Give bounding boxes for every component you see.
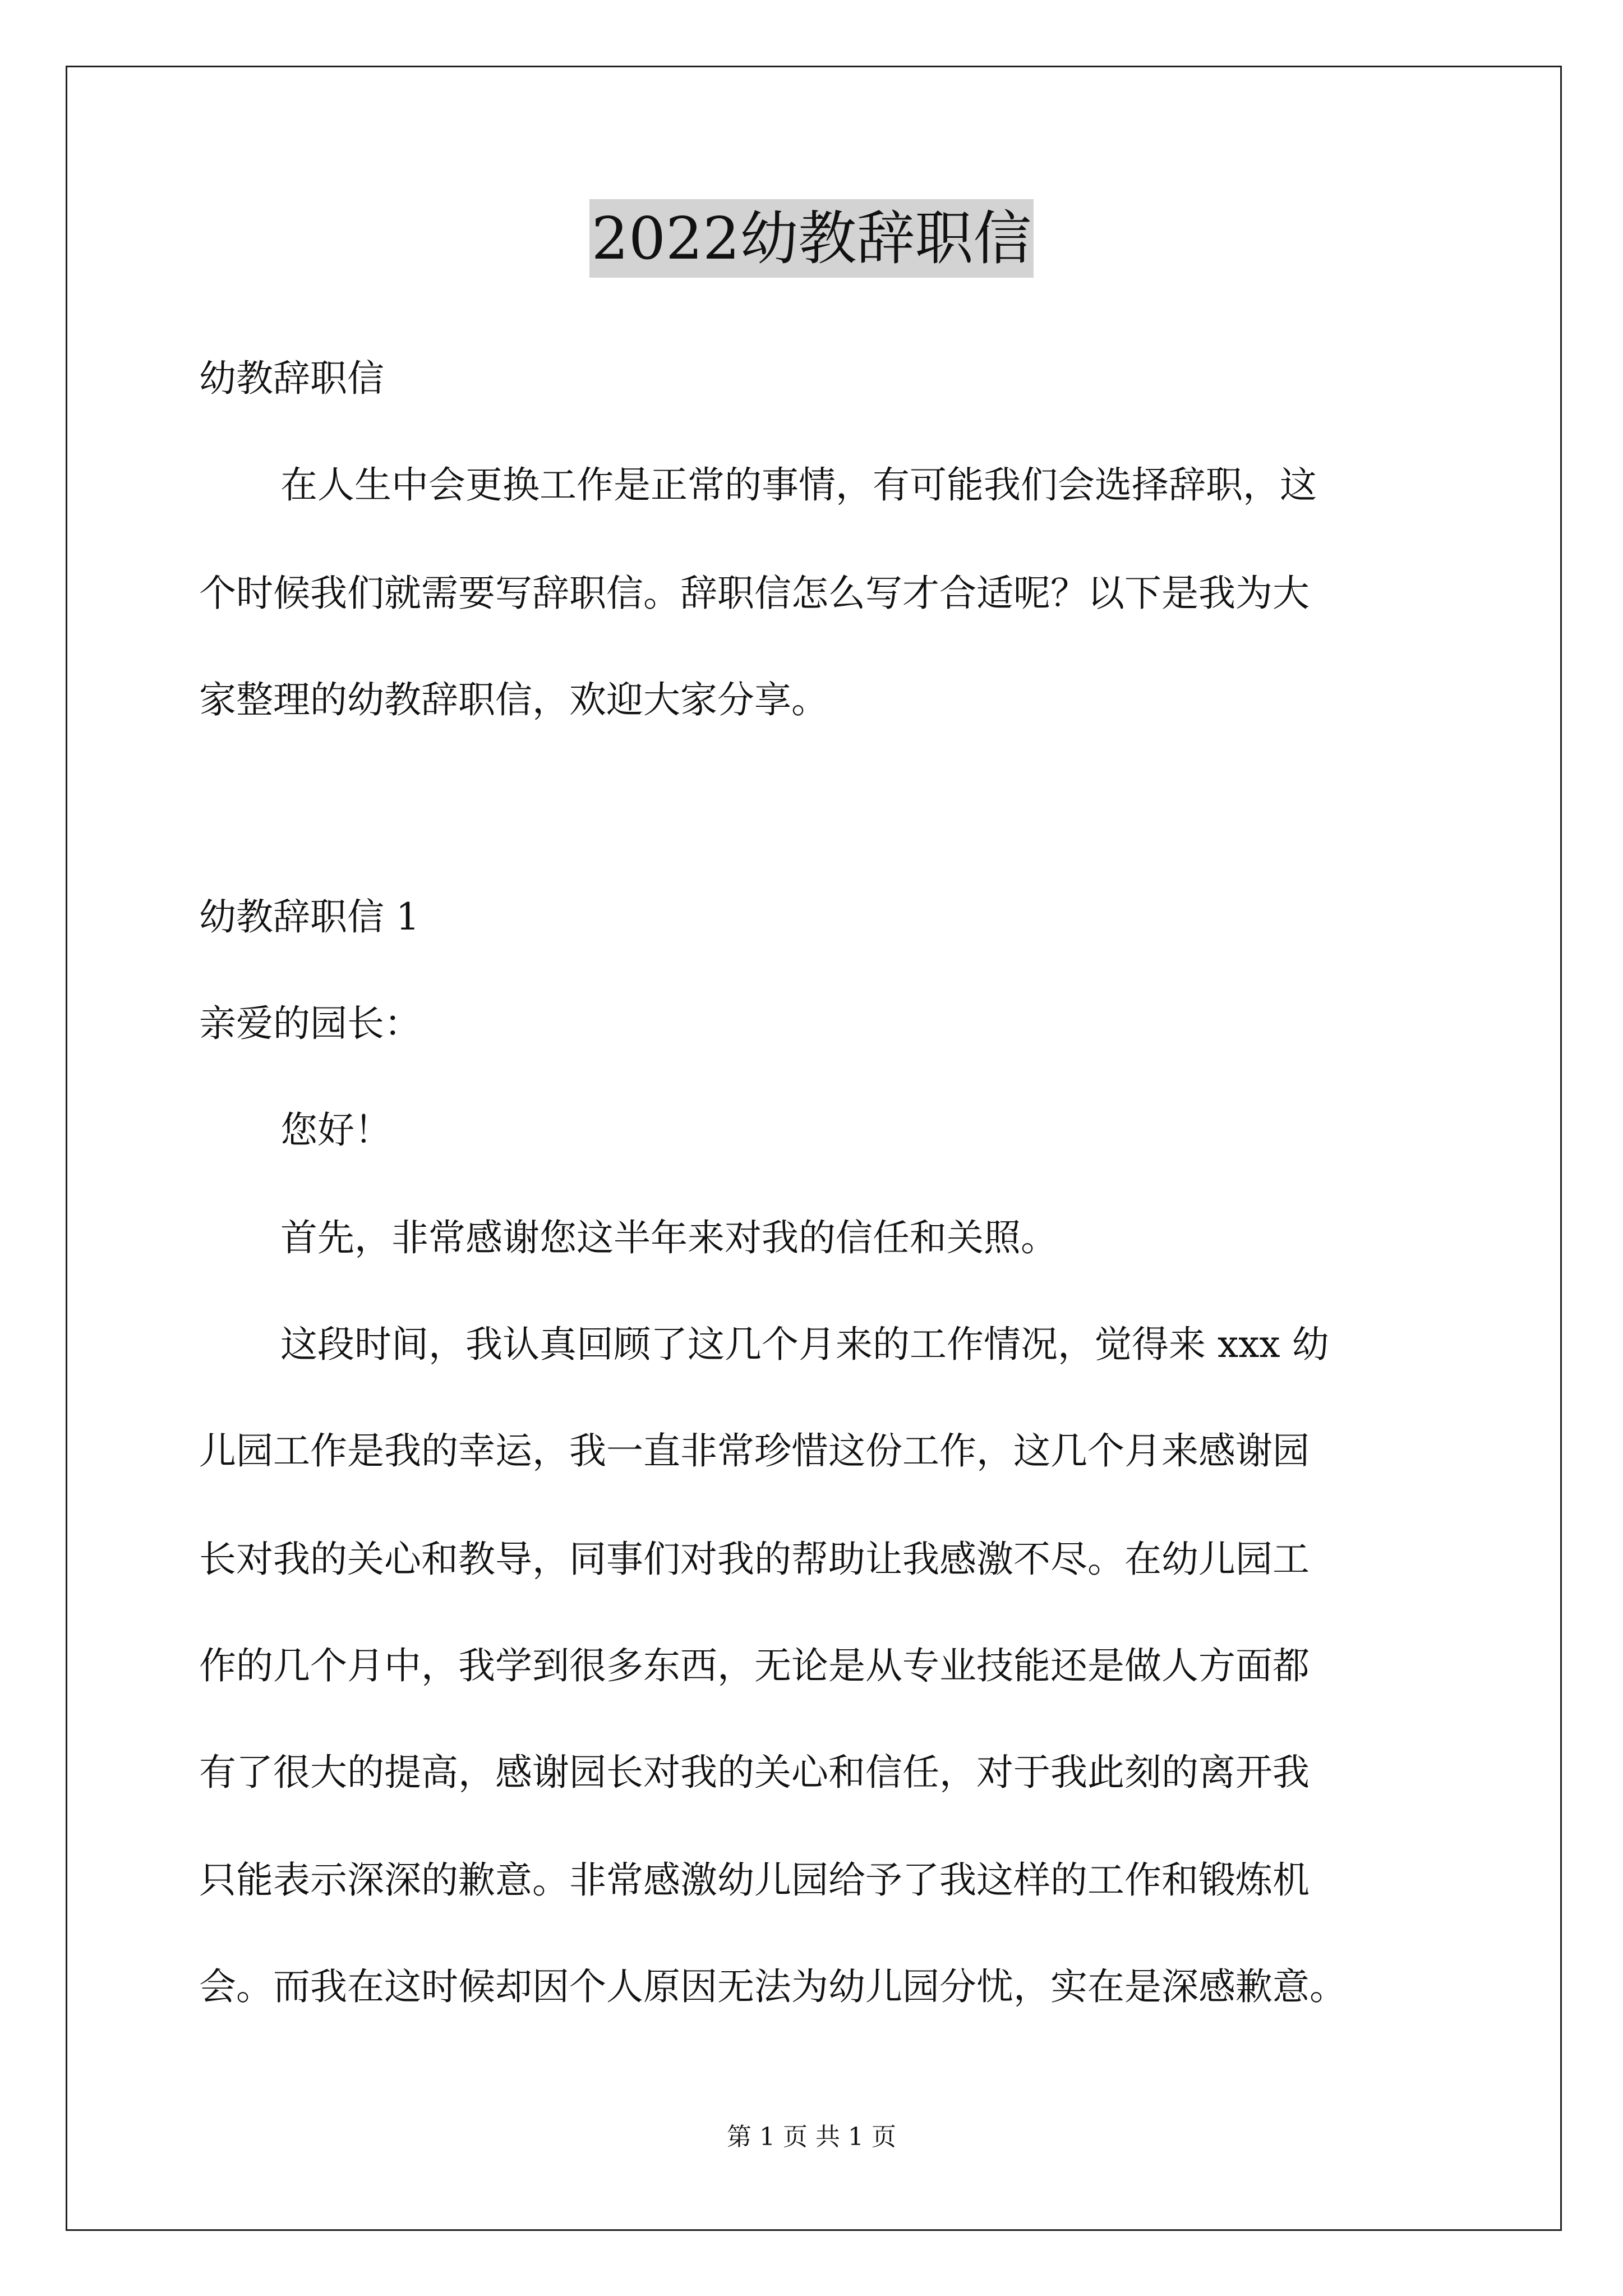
body-line-2: 这段时间，我认真回顾了这几个月来的工作情况，觉得来 xxx 幼 [280,1323,1329,1366]
document-title: 2022幼教辞职信 [589,199,1034,278]
page-footer: 第 1 页 共 1 页 [727,2123,896,2151]
body-line-7: 只能表示深深的歉意。非常感激幼儿园给予了我这样的工作和锻炼机 [199,1858,1310,1902]
intro-line-3: 家整理的幼教辞职信，欢迎大家分享。 [199,678,828,721]
body-line-1: 首先，非常感谢您这半年来对我的信任和关照。 [280,1216,1058,1259]
body-line-3: 儿园工作是我的幸运，我一直非常珍惜这份工作，这几个月来感谢园 [199,1429,1310,1473]
salutation: 亲爱的园长： [199,1002,421,1045]
body-line-4: 长对我的关心和教导，同事们对我的帮助让我感激不尽。在幼儿园工 [199,1538,1310,1581]
body-line-6: 有了很大的提高，感谢园长对我的关心和信任，对于我此刻的离开我 [199,1751,1310,1794]
section-heading: 幼教辞职信 [199,357,384,400]
body-line-8: 会。而我在这时候却因个人原因无法为幼儿园分忧，实在是深感歉意。 [199,1965,1347,2008]
body-line-5: 作的几个月中，我学到很多东西，无论是从专业技能还是做人方面都 [199,1644,1310,1687]
greeting: 您好！ [280,1108,391,1152]
title-container [0,199,1623,278]
intro-line-2: 个时候我们就需要写辞职信。辞职信怎么写才合适呢？以下是我为大 [199,572,1310,615]
letter-heading: 幼教辞职信 1 [199,895,419,938]
intro-line-1: 在人生中会更换工作是正常的事情，有可能我们会选择辞职，这 [280,463,1317,507]
